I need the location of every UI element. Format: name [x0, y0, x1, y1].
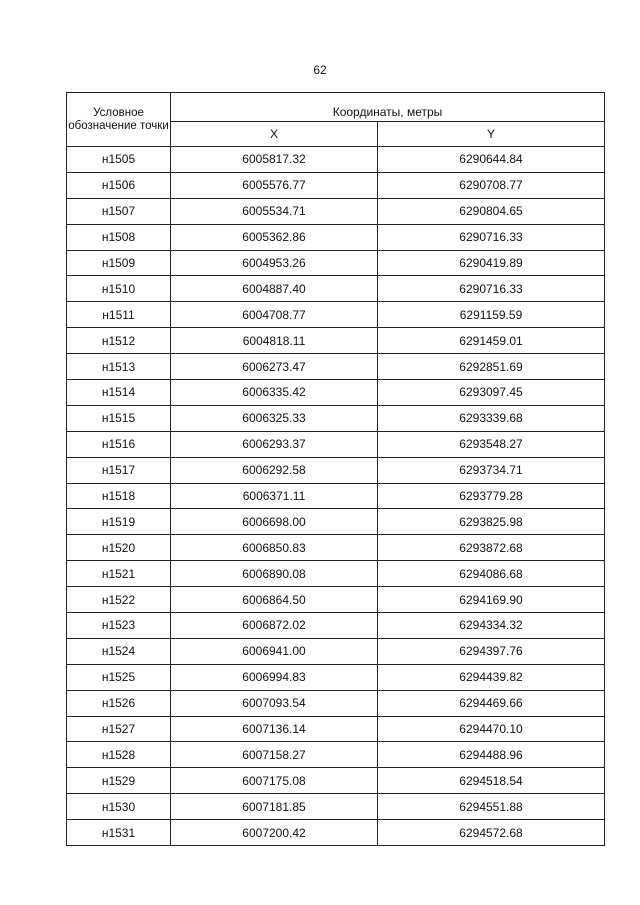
point-cell: н1514 [67, 380, 171, 406]
point-cell: н1522 [67, 587, 171, 613]
point-cell: н1520 [67, 535, 171, 561]
table-row [67, 328, 605, 354]
x-coordinate-cell: 6005576.77 [171, 172, 378, 198]
x-coordinate-cell: 6005817.32 [171, 147, 378, 173]
x-coordinate-cell: 6006292.58 [171, 457, 378, 483]
x-coordinate-cell: 6004708.77 [171, 302, 378, 328]
table-row [67, 613, 605, 639]
point-cell: н1528 [67, 742, 171, 768]
point-cell: н1507 [67, 198, 171, 224]
point-cell: н1524 [67, 638, 171, 664]
table-row [67, 172, 605, 198]
x-coordinate-cell: 6005362.86 [171, 224, 378, 250]
table-row [67, 509, 605, 535]
x-column-header: X [171, 122, 378, 147]
y-coordinate-cell: 6290716.33 [378, 224, 605, 250]
table-row [67, 664, 605, 690]
y-coordinate-cell: 6294551.88 [378, 794, 605, 820]
table-row [67, 716, 605, 742]
y-coordinate-cell: 6294439.82 [378, 664, 605, 690]
y-coordinate-cell: 6291159.59 [378, 302, 605, 328]
x-coordinate-cell: 6006325.33 [171, 405, 378, 431]
x-coordinate-cell: 6006864.50 [171, 587, 378, 613]
y-coordinate-cell: 6290716.33 [378, 276, 605, 302]
table-row [67, 431, 605, 457]
table-body [67, 147, 605, 846]
coordinates-table [66, 92, 605, 846]
y-coordinate-cell: 6293872.68 [378, 535, 605, 561]
point-cell: н1512 [67, 328, 171, 354]
table-row [67, 147, 605, 173]
y-coordinate-cell: 6291459.01 [378, 328, 605, 354]
table-row [67, 561, 605, 587]
point-cell: н1510 [67, 276, 171, 302]
y-coordinate-cell: 6290708.77 [378, 172, 605, 198]
x-coordinate-cell: 6006872.02 [171, 613, 378, 639]
page-number: 62 [313, 63, 327, 77]
point-cell: н1526 [67, 690, 171, 716]
x-coordinate-cell: 6004887.40 [171, 276, 378, 302]
table-row [67, 483, 605, 509]
y-column-header: Y [378, 122, 605, 147]
table-row [67, 690, 605, 716]
point-cell: н1518 [67, 483, 171, 509]
y-coordinate-cell: 6290644.84 [378, 147, 605, 173]
table-row [67, 276, 605, 302]
x-coordinate-cell: 6007136.14 [171, 716, 378, 742]
table-row [67, 302, 605, 328]
x-coordinate-cell: 6006371.11 [171, 483, 378, 509]
x-coordinate-cell: 6006273.47 [171, 354, 378, 380]
x-coordinate-cell: 6004953.26 [171, 250, 378, 276]
point-cell: н1521 [67, 561, 171, 587]
point-cell: н1527 [67, 716, 171, 742]
table-row [67, 250, 605, 276]
x-coordinate-cell: 6004818.11 [171, 328, 378, 354]
table-row [67, 380, 605, 406]
y-coordinate-cell: 6294488.96 [378, 742, 605, 768]
point-column-header: Условное обозначение точки [67, 93, 171, 147]
x-coordinate-cell: 6006698.00 [171, 509, 378, 535]
table-row [67, 794, 605, 820]
table-row [67, 457, 605, 483]
point-cell: н1508 [67, 224, 171, 250]
y-coordinate-cell: 6294469.66 [378, 690, 605, 716]
point-cell: н1519 [67, 509, 171, 535]
y-coordinate-cell: 6293339.68 [378, 405, 605, 431]
x-coordinate-cell: 6007200.42 [171, 820, 378, 846]
y-coordinate-cell: 6294470.10 [378, 716, 605, 742]
x-coordinate-cell: 6006994.83 [171, 664, 378, 690]
table-row [67, 742, 605, 768]
point-cell: н1530 [67, 794, 171, 820]
table-row [67, 587, 605, 613]
x-coordinate-cell: 6006335.42 [171, 380, 378, 406]
point-cell: н1517 [67, 457, 171, 483]
x-coordinate-cell: 6007181.85 [171, 794, 378, 820]
table-row [67, 405, 605, 431]
x-coordinate-cell: 6006850.83 [171, 535, 378, 561]
point-cell: н1516 [67, 431, 171, 457]
y-coordinate-cell: 6293825.98 [378, 509, 605, 535]
table-row [67, 354, 605, 380]
point-cell: н1531 [67, 820, 171, 846]
x-coordinate-cell: 6006293.37 [171, 431, 378, 457]
point-cell: н1523 [67, 613, 171, 639]
table-row [67, 198, 605, 224]
y-coordinate-cell: 6294169.90 [378, 587, 605, 613]
y-coordinate-cell: 6290804.65 [378, 198, 605, 224]
table-row [67, 638, 605, 664]
y-coordinate-cell: 6293548.27 [378, 431, 605, 457]
y-coordinate-cell: 6294086.68 [378, 561, 605, 587]
y-coordinate-cell: 6294397.76 [378, 638, 605, 664]
point-cell: н1515 [67, 405, 171, 431]
point-cell: н1509 [67, 250, 171, 276]
y-coordinate-cell: 6294518.54 [378, 768, 605, 794]
x-coordinate-cell: 6005534.71 [171, 198, 378, 224]
y-coordinate-cell: 6292851.69 [378, 354, 605, 380]
y-coordinate-cell: 6293097.45 [378, 380, 605, 406]
point-cell: н1511 [67, 302, 171, 328]
table-row [67, 224, 605, 250]
coordinates-column-header: Координаты, метры [171, 93, 605, 122]
x-coordinate-cell: 6006890.08 [171, 561, 378, 587]
x-coordinate-cell: 6006941.00 [171, 638, 378, 664]
table-row [67, 768, 605, 794]
y-coordinate-cell: 6294572.68 [378, 820, 605, 846]
table-header [67, 93, 605, 147]
table-row [67, 535, 605, 561]
y-coordinate-cell: 6293734.71 [378, 457, 605, 483]
table-row [67, 820, 605, 846]
y-coordinate-cell: 6290419.89 [378, 250, 605, 276]
y-coordinate-cell: 6294334.32 [378, 613, 605, 639]
point-cell: н1525 [67, 664, 171, 690]
point-cell: н1513 [67, 354, 171, 380]
point-cell: н1506 [67, 172, 171, 198]
x-coordinate-cell: 6007158.27 [171, 742, 378, 768]
point-cell: н1529 [67, 768, 171, 794]
point-cell: н1505 [67, 147, 171, 173]
x-coordinate-cell: 6007093.54 [171, 690, 378, 716]
y-coordinate-cell: 6293779.28 [378, 483, 605, 509]
x-coordinate-cell: 6007175.08 [171, 768, 378, 794]
